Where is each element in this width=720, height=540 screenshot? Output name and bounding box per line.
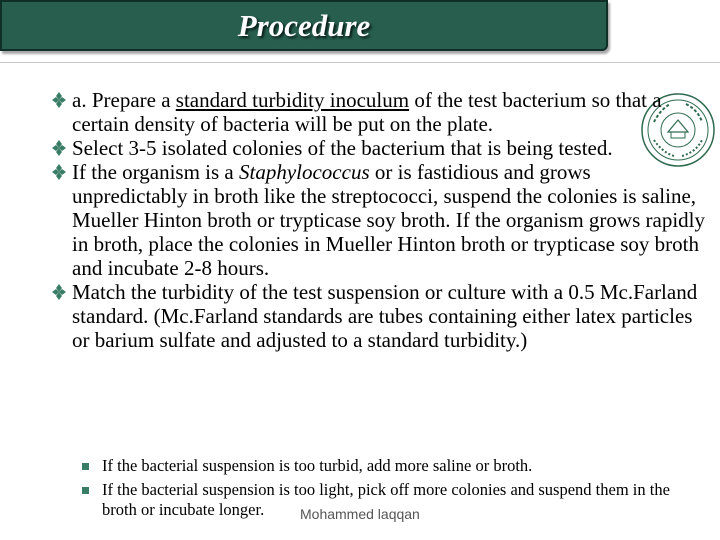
square-bullet-icon	[82, 487, 89, 494]
bullet-item	[50, 280, 710, 352]
diamond-bullet-icon	[50, 162, 68, 182]
bullet-text: of the test bacterium so that a certain density of bacteria will be put on the plate.	[72, 88, 662, 136]
procedure-content	[50, 88, 710, 352]
diamond-bullet-icon	[50, 138, 68, 158]
bullet-text: a. Prepare a	[72, 88, 176, 112]
title-bar	[0, 0, 608, 51]
bullet-item	[50, 88, 710, 136]
square-bullet-icon	[82, 463, 89, 470]
bullet-item	[50, 160, 710, 280]
diamond-bullet-icon	[50, 282, 68, 302]
divider	[0, 62, 720, 63]
footer-author: Mohammed laqqan	[300, 506, 420, 522]
diamond-bullet-icon	[50, 90, 68, 110]
bullet-emphasis: standard turbidity inoculum	[175, 88, 410, 112]
bullet-text: If the organism is a	[72, 160, 239, 184]
sub-bullet-text: If the bacterial suspension is too light, pick off more colonies and suspend them in the broth or incubate longer.	[102, 480, 670, 519]
sub-bullet-item	[82, 456, 672, 476]
sub-bullet-text: If the bacterial suspension is too turbid, add more saline or broth.	[102, 456, 533, 475]
page-title: Procedure	[237, 7, 371, 43]
bullet-italic: Staphylococcus	[239, 160, 370, 184]
bullet-text: Select 3-5 isolated colonies of the bacterium that is being tested.	[72, 136, 613, 160]
bullet-item	[50, 136, 710, 160]
bullet-text: or is fastidious and grows unpredictably in broth like the streptococci, suspend the colonies is saline, Mueller Hinton broth or trypticase soy broth. If the organism grows rapidly in broth, place the colonies in Mueller Hinton broth or trypticase soy broth and incubate 2-8 hours.	[72, 160, 705, 280]
bullet-text: Match the turbidity of the test suspension or culture with a 0.5 Mc.Farland standard. (Mc.Farland standards are tubes containing either latex particles or barium sulfate and adjusted to a standard turbidity.)	[72, 280, 698, 352]
